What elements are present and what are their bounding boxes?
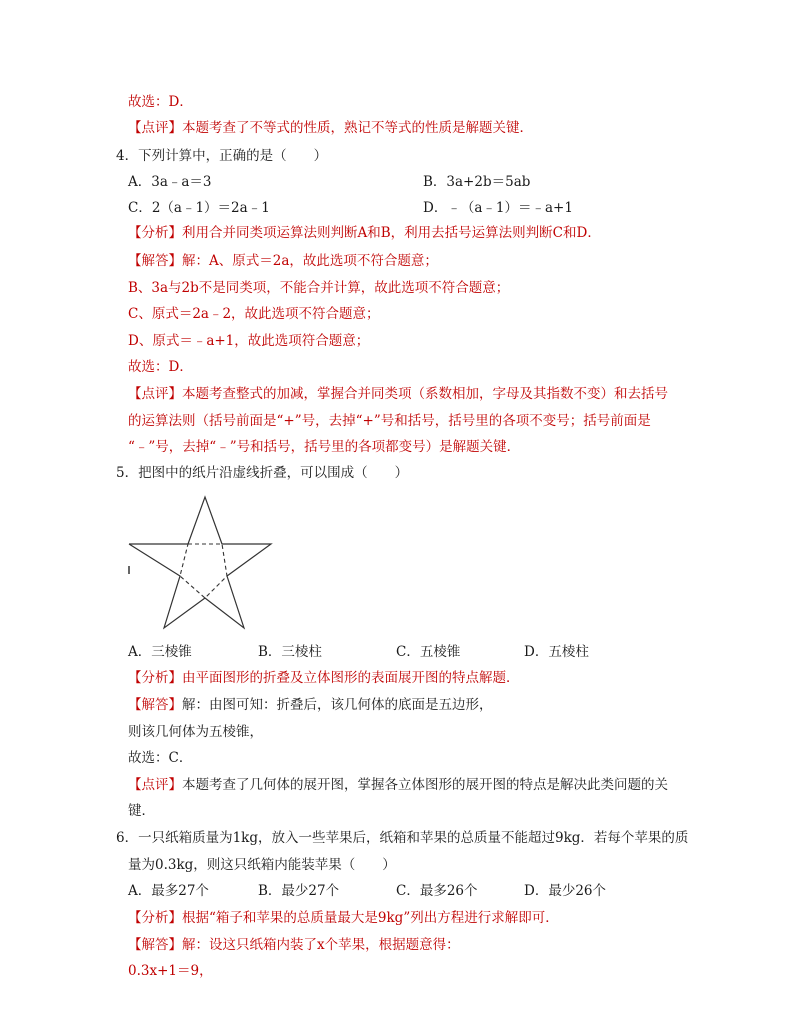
q5-option-a: A．三棱锥 [128, 644, 192, 660]
q6-option-d: D．最少26个 [524, 883, 607, 899]
solution-line-1 [128, 92, 193, 112]
answer-tag: 【解答】 [128, 253, 182, 269]
line-text: “﹣”号，去掉“﹣”号和括号，括号里的各项都变号）是解题关键． [128, 439, 521, 455]
answer-line-q5-3 [128, 748, 192, 768]
comment-line-q4-2 [128, 411, 651, 431]
line-text: 故选：C． [128, 750, 193, 766]
line-text: 解：由图可知：折叠后，该几何体的底面是五边形， [182, 697, 493, 713]
q6-option-c: C．最多26个 [396, 883, 478, 899]
line-text: C、原式＝2a﹣2，故此选项不符合题意； [128, 306, 380, 322]
line-text: 根据“箱子和苹果的总质量最大是9kg”列出方程进行求解即可． [182, 910, 559, 926]
answer-line-q6-1 [128, 935, 460, 955]
q6-option-a: A．最多27个 [128, 883, 209, 899]
analysis-tag: 【分析】 [128, 225, 182, 241]
line-text: 由平面图形的折叠及立体图形的表面展开图的特点解题． [182, 670, 520, 686]
comment-tag: 【点评】 [128, 120, 182, 136]
star-outline [129, 497, 271, 628]
answer-line-q5-1 [128, 695, 493, 715]
answer-line-q6-2 [128, 961, 213, 981]
answer-line-q5-2 [128, 722, 263, 742]
q4-option-a: A．3a﹣a＝3 [128, 174, 212, 190]
question-5-stem [116, 463, 408, 483]
analysis-line-q4 [128, 223, 601, 243]
line-text: 键． [128, 803, 155, 819]
answer-line-q4-3 [128, 304, 380, 324]
question-4-stem [116, 146, 327, 166]
analysis-tag: 【分析】 [128, 670, 182, 686]
q5-option-d: D．五棱柱 [524, 644, 589, 660]
line-text: 利用合并同类项运算法则判断A和B，利用去括号运算法则判断C和D． [182, 225, 601, 241]
answer-line-q4-1 [128, 251, 438, 271]
line-text: 量为0.3kg，则这只纸箱内能装苹果（ ） [128, 857, 396, 873]
answer-tag: 【解答】 [128, 937, 182, 953]
line-text: B、3a与2b不是同类项，不能合并计算，故此选项不符合题意； [128, 280, 510, 296]
line-text: 解：A、原式＝2a，故此选项不符合题意； [182, 253, 438, 269]
line-text: 4．下列计算中，正确的是（ ） [116, 148, 328, 164]
answer-line-q4-5 [128, 357, 193, 377]
line-text: 解：设这只纸箱内装了x个苹果，根据题意得： [182, 937, 460, 953]
analysis-line-q6 [128, 908, 559, 928]
answer-tag: 【解答】 [128, 697, 182, 713]
answer-line-q4-2 [128, 278, 509, 298]
analysis-line-q5 [128, 668, 520, 688]
line-text: 5．把图中的纸片沿虚线折叠，可以围成（ ） [116, 465, 409, 481]
q5-option-c: C．五棱锥 [396, 644, 461, 660]
line-text: 本题考查整式的加减，掌握合并同类项（系数相加，字母及其指数不变）和去括号 [182, 386, 668, 402]
question-6-stem-1 [116, 828, 688, 848]
comment-tag: 【点评】 [128, 777, 182, 793]
line-text: D、原式＝﹣a+1，故此选项符合题意； [128, 333, 370, 349]
analysis-tag: 【分析】 [128, 910, 182, 926]
q5-option-b: B．三棱柱 [258, 644, 322, 660]
comment-line-q4-1 [128, 384, 668, 404]
comment-line-q4-3 [128, 437, 520, 457]
comment-line-q5-1 [128, 775, 668, 795]
star-net-figure [126, 494, 276, 634]
line-text: 本题考查了不等式的性质，熟记不等式的性质是解题关键． [182, 120, 533, 136]
q6-option-b: B．最少27个 [258, 883, 340, 899]
line-text: 6．一只纸箱质量为1kg，放入一些苹果后，纸箱和苹果的总质量不能超过9kg．若每个苹果的质 [116, 830, 689, 846]
comment-line-1 [128, 118, 533, 138]
comment-line-q5-2 [128, 801, 155, 821]
figure-mark [128, 566, 130, 574]
line-text: 故选：D． [128, 94, 193, 110]
line-text: 本题考查了几何体的展开图，掌握各立体图形的展开图的特点是解决此类问题的关 [182, 777, 668, 793]
q4-option-b: B．3a+2b＝5ab [423, 174, 531, 190]
answer-line-q4-4 [128, 331, 369, 351]
star-fold-lines [180, 544, 227, 598]
line-text: 故选：D． [128, 359, 193, 375]
line-text: 的运算法则（括号前面是“+”号，去掉“+”号和括号，括号里的各项不变号；括号前面是 [128, 413, 651, 429]
q4-option-c: C．2（a﹣1）＝2a﹣1 [128, 200, 270, 216]
q4-option-d: D．﹣（a﹣1）＝﹣a+1 [423, 200, 573, 216]
line-text: 则该几何体为五棱锥， [128, 724, 263, 740]
question-6-stem-2 [128, 855, 396, 875]
line-text: 0.3x+1＝9， [128, 963, 213, 979]
comment-tag: 【点评】 [128, 386, 182, 402]
